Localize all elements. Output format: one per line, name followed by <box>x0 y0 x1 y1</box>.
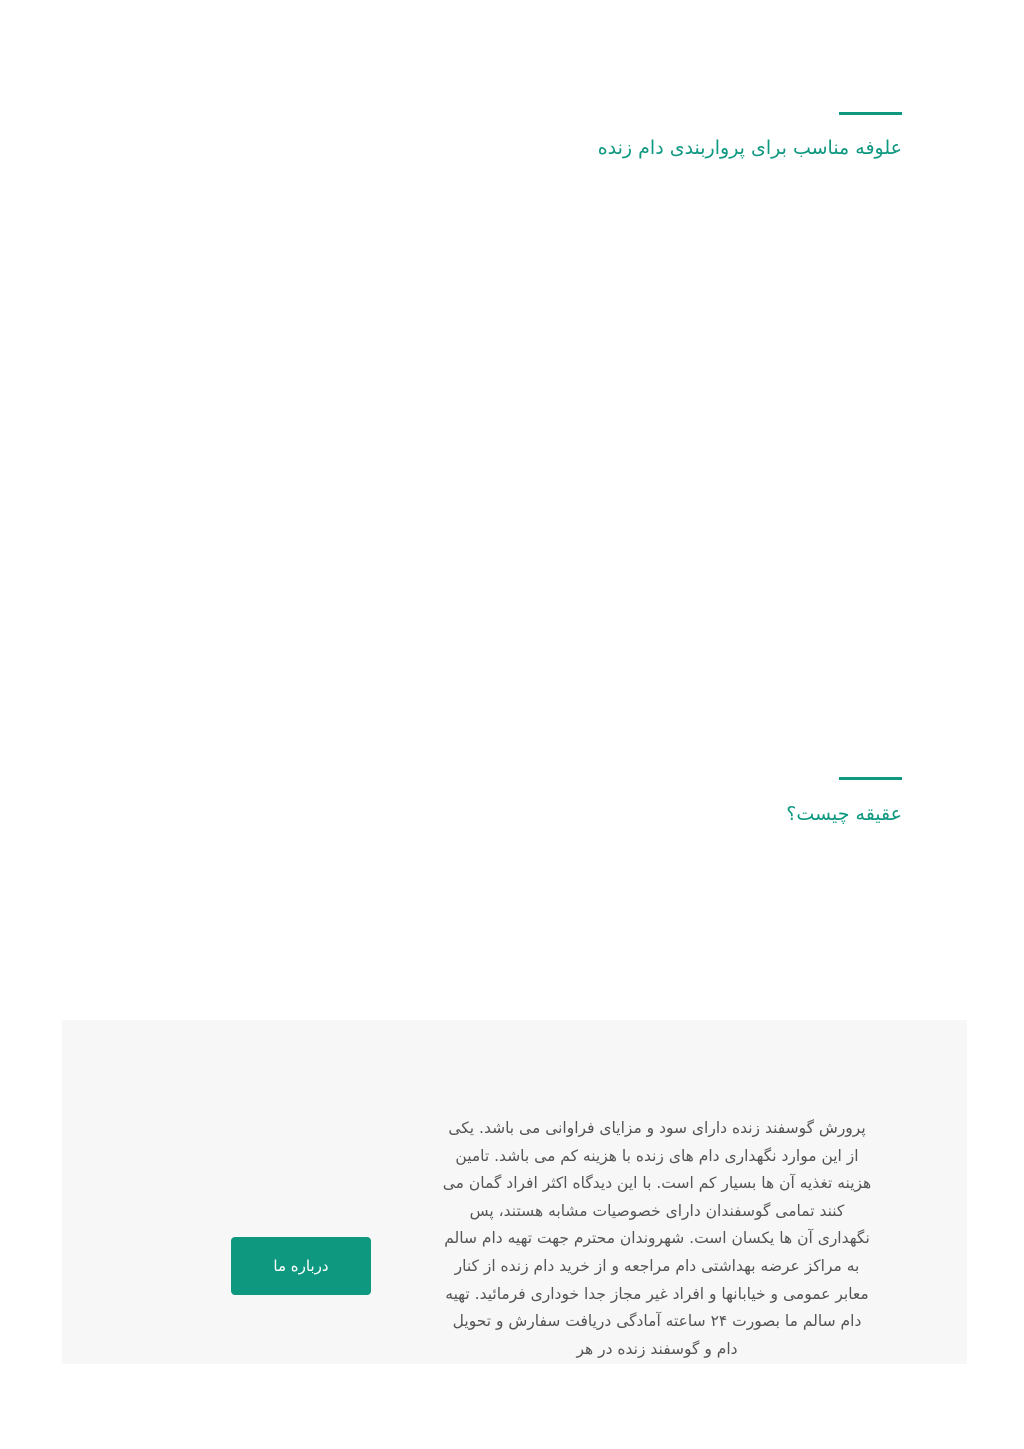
section-divider <box>839 777 902 780</box>
section-divider <box>839 112 902 115</box>
aqiqah-section-title: عقیقه چیست؟ <box>786 803 902 825</box>
about-paragraph: پرورش گوسفند زنده دارای سود و مزایای فراوانی می باشد. یکی از این موارد نگهداری دام های زنده با هزینه کم می باشد. تامین هزینه تغذیه آن ها بسیار کم است. با این دیدگاه اکثر افراد گمان می کنند تمامی گوسفندان دارای خصوصیات مشابه هستند، پس نگهداری آن ها یکسان است. شهروندان محترم جهت تهیه دام سالم به مراکز عرضه بهداشتی دام مراجعه و از خرید دام زنده از کنار معابر عمومی و خیابانها و افراد غیر مجاز جدا خوداری فرمائید. تهیه دام سالم ما بصورت ۲۴ ساعته آمادگی دریافت سفارش و تحویل دام و گوسفند زنده در هر <box>442 1119 872 1358</box>
about-us-button[interactable]: درباره ما <box>231 1237 371 1295</box>
feed-section-title: علوفه مناسب برای پرواربندی دام زنده <box>597 137 902 159</box>
about-panel <box>62 1020 967 1364</box>
